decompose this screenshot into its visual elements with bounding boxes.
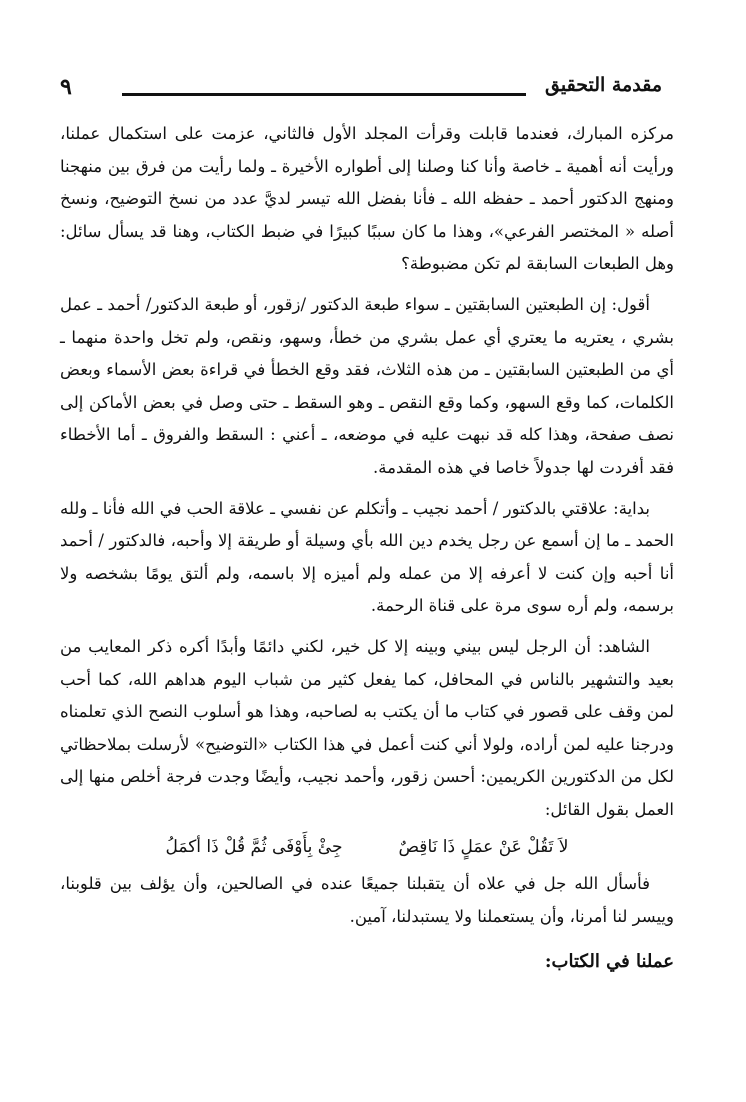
paragraph-1: مركزه المبارك، فعندما قابلت وقرأت المجلد الأول فالثاني، عزمت على استكمال عملنا، ورأيت أنه أهمية ـ خاصة وأنا كنا وصلنا إلى أطواره الأخيرة ـ ولما رأيت من فرق بين منهجنا ومنهج الدكتور أحمد ـ حفظه الله ـ فأنا بفضل الله تيسر لديَّ عدد من نسخ التوضيح، ونسخ أصله « المختصر الفرعي»، وهذا ما كان سببًا كبيرًا في ضبط الكتاب، وهنا قد يسأل سائل: وهل الطبعات السابقة لم تكن مضبوطة؟ bbox=[60, 124, 674, 274]
paragraph-4: الشاهد: أن الرجل ليس بيني وبينه إلا كل خير، لكني دائمًا وأبدًا أكره ذكر المعايب من بعيد والتشهير بالناس في المحافل، كما يفعل كثير من شباب اليوم هداهم الله، كما أحب لمن وقف على قصور في كتاب ما أن يكتب به لصاحبه، وهذا هو أسلوب النصح الذي تعلمناه ودرجنا عليه لمن أراده، ولولا أني كنت أعمل في هذا الكتاب «التوضيح» لأرسلت بملاحظاتي لكل من الدكتورين الكريمين: أحسن زقور، وأحمد نجيب، وأيضًا وجدت فرجة أخلص منها إلى العمل بقول القائل: bbox=[60, 636, 674, 819]
running-title: مقدمة التحقيق bbox=[545, 74, 662, 96]
poetry-verse bbox=[60, 830, 674, 864]
page-number: ٩ bbox=[60, 74, 72, 100]
verse-first-hemistich: لاَ تَقُلْ عَنْ عمَلٍ ذَا نَاقِصٌ bbox=[398, 837, 569, 858]
body-text bbox=[60, 118, 674, 978]
paragraph-2: أقول: إن الطبعتين السابقتين ـ سواء طبعة الدكتور /زقور، أو طبعة الدكتور/ أحمد ـ عمل بشري ، يعتريه ما يعتري أي عمل بشري من خطأ، وسهو، ونقص، ولم تخل واحدة منهما ـ أي من الطبعتين السابقتين ـ من هذه الثلاث، فقد وقع الخطأ في قراءة بعض الأسماء وبعض الكلمات، كما وقع السهو، وكما وقع النقص ـ وهو السقط ـ حتى وصل في بعض الأماكن إلى نصف صفحة، وهذا كله قد نبهت عليه في موضعه، ـ أعني : السقط والفروق ـ أما الأخطاء فقد أفردت لها جدولاً خاصا في هذه المقدمة. bbox=[60, 294, 674, 477]
verse-second-hemistich: جِئْ بِأَوْفَى ثُمَّ قُلْ ذَا أكمَلُ bbox=[165, 837, 343, 858]
section-heading: عملنا في الكتاب: bbox=[544, 950, 674, 972]
paragraph-3: بداية: علاقتي بالدكتور / أحمد نجيب ـ وأتكلم عن نفسي ـ علاقة الحب في الله فأنا ـ ولله الحمد ـ ما إن أسمع عن رجل يخدم دين الله بأي وسيلة أو طريقة إلا وأحبه، فالدكتور / أحمد أنا أحبه وإن كنت لا أعرفه إلا من عمله ولم أميزه إلا باسمه، ولم ألتق يومًا بشخصه ولا برسمه، ولم أره سوى مرة على قناة الرحمة. bbox=[60, 498, 674, 616]
closing-paragraph: فأسأل الله جل في علاه أن يتقبلنا جميعًا عنده في الصالحين، وأن يؤلف بين قلوبنا، وييسر لنا أمرنا، وأن يستعملنا ولا يستبدلنا، آمين. bbox=[60, 874, 674, 927]
header-rule bbox=[122, 93, 526, 96]
page-header bbox=[60, 74, 662, 108]
